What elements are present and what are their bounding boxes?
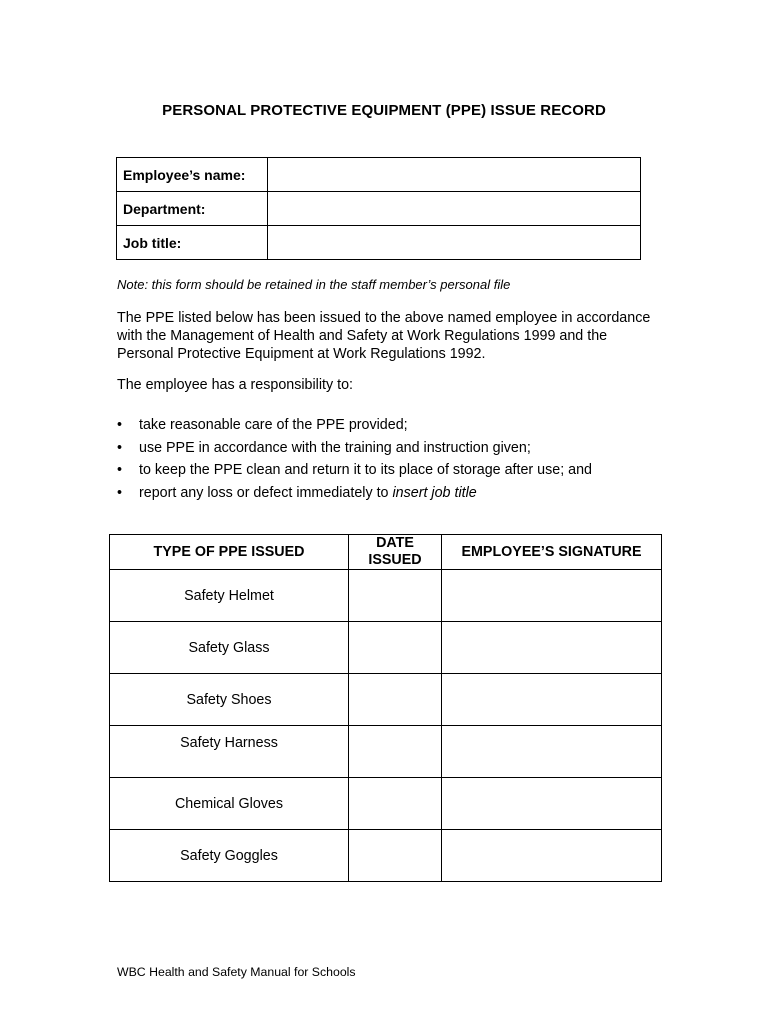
bullet-icon: •	[117, 439, 123, 456]
table-row	[110, 622, 662, 674]
table-row	[110, 726, 662, 778]
table-row	[110, 830, 662, 882]
ppe-issue-table	[109, 534, 662, 882]
list-item	[117, 414, 677, 437]
employee-name-label: Employee’s name:	[117, 158, 268, 192]
list-item	[117, 482, 677, 505]
bullet-icon: •	[117, 484, 123, 501]
employee-name-field[interactable]	[268, 158, 641, 192]
department-label: Department:	[117, 192, 268, 226]
ppe-table-header	[110, 535, 662, 570]
date-issued-cell[interactable]	[349, 726, 442, 778]
retention-note: Note: this form should be retained in the staff member’s personal file	[117, 277, 511, 292]
signature-cell[interactable]	[442, 622, 662, 674]
signature-cell[interactable]	[442, 830, 662, 882]
signature-cell[interactable]	[442, 778, 662, 830]
responsibility-list	[117, 414, 677, 504]
employee-details-table	[116, 157, 641, 260]
responsibility-intro: The employee has a responsibility to:	[117, 377, 354, 393]
date-issued-cell[interactable]	[349, 830, 442, 882]
employee-name-row	[117, 158, 641, 192]
signature-cell[interactable]	[442, 570, 662, 622]
list-item	[117, 459, 677, 482]
list-item-text: take reasonable care of the PPE provided;	[139, 417, 408, 433]
job-title-field[interactable]	[268, 226, 641, 260]
list-item-text: use PPE in accordance with the training and instruction given;	[139, 439, 531, 456]
signature-cell[interactable]	[442, 726, 662, 778]
ppe-item-cell: Safety Shoes	[110, 674, 349, 726]
type-of-ppe-header: TYPE OF PPE ISSUED	[110, 535, 349, 570]
ppe-item-cell: Safety Goggles	[110, 830, 349, 882]
department-row	[117, 192, 641, 226]
date-issued-cell[interactable]	[349, 778, 442, 830]
table-row	[110, 674, 662, 726]
table-row	[110, 570, 662, 622]
date-issued-cell[interactable]	[349, 622, 442, 674]
page-footer: WBC Health and Safety Manual for Schools	[117, 965, 356, 979]
employee-signature-header: EMPLOYEE’S SIGNATURE	[442, 535, 662, 570]
date-header-line2: ISSUED	[368, 552, 422, 568]
ppe-item-cell: Chemical Gloves	[110, 778, 349, 830]
date-issued-header	[349, 535, 442, 570]
ppe-item-cell: Safety Harness	[110, 726, 349, 778]
job-title-label: Job title:	[117, 226, 268, 260]
bullet-icon: •	[117, 417, 123, 433]
bullet-icon: •	[117, 462, 123, 478]
page-title: PERSONAL PROTECTIVE EQUIPMENT (PPE) ISSUE RECORD	[162, 102, 606, 119]
list-item-text: to keep the PPE clean and return it to its place of storage after use; and	[139, 462, 593, 478]
ppe-item-cell: Safety Helmet	[110, 570, 349, 622]
intro-paragraph: The PPE listed below has been issued to the above named employee in accordance with the Management of Health and Safety at Work Regulations 1999 and the Personal Protective Equipment at Work Regulations 1992.	[117, 310, 651, 362]
department-field[interactable]	[268, 192, 641, 226]
job-title-row	[117, 226, 641, 260]
ppe-item-cell: Safety Glass	[110, 622, 349, 674]
list-item-text: report any loss or defect immediately to	[139, 484, 393, 501]
job-title-placeholder: insert job title	[392, 484, 477, 501]
table-row	[110, 778, 662, 830]
signature-cell[interactable]	[442, 674, 662, 726]
list-item	[117, 437, 677, 460]
date-issued-cell[interactable]	[349, 570, 442, 622]
date-issued-cell[interactable]	[349, 674, 442, 726]
date-header-line1: DATE	[376, 535, 414, 551]
